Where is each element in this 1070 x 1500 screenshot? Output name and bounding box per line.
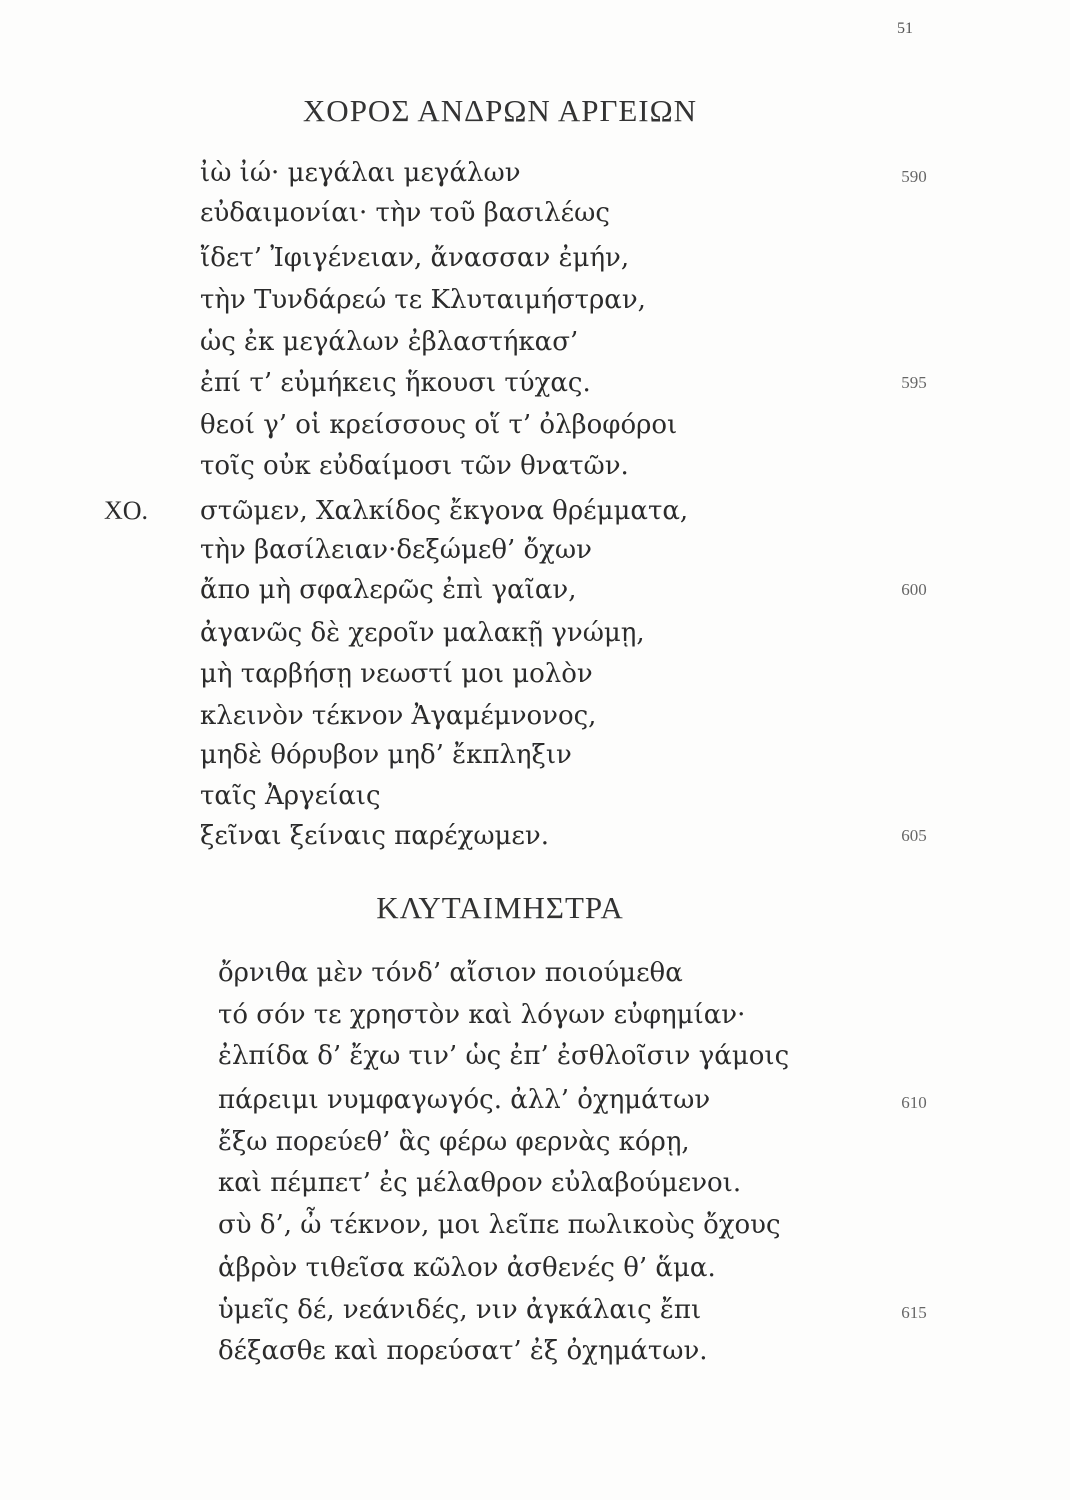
verse-line: ἐλπίδα δ’ ἔχω τιν’ ὡς ἐπ’ ἐσθλοῖσιν γάμοις [218, 1041, 790, 1071]
verse-line: μὴ ταρβήσῃ νεωστί μοι μολὸν [200, 659, 593, 689]
verse-line: ὄρνιθα μὲν τόνδ’ αἴσιον ποιούμεθα [218, 958, 683, 988]
verse-line: τοῖς οὐκ εὐδαίμοσι τῶν θνατῶν. [200, 451, 629, 481]
verse-line: δέξασθε καὶ πορεύσατ’ ἐξ ὀχημάτων. [218, 1336, 708, 1366]
verse-line: ταῖς Ἀργείαις [200, 781, 381, 811]
verse-line: καὶ πέμπετ’ ἐς μέλαθρον εὐλαβούμενοι. [218, 1168, 742, 1198]
line-number: 610 [901, 1093, 927, 1112]
verse-line: τό σόν τε χρηστὸν καὶ λόγων εὐφημίαν· [218, 1000, 746, 1030]
verse-line: τὴν Τυνδάρεώ τε Κλυταιμήστραν, [200, 285, 646, 315]
line-number: 590 [901, 167, 927, 186]
section-heading-chorus: ΧΟΡΟΣ ΑΝΔΡΩΝ ΑΡΓΕΙΩΝ [302, 93, 698, 128]
verse-line: πάρειμι νυμφαγωγός. ἀλλ’ ὀχημάτων [218, 1085, 711, 1115]
verse-line: ἴδετ’ Ἰφιγένειαν, ἄνασσαν ἐμήν, [200, 243, 630, 273]
verse-line: μηδὲ θόρυβον μηδ’ ἔκπληξιν [200, 740, 572, 770]
verse-line: ὑμεῖς δέ, νεάνιδές, νιν ἀγκάλαις ἔπι [218, 1295, 702, 1325]
verse-line: τὴν βασίλειαν·δεξώμεθ’ ὄχων [200, 535, 592, 565]
verse-line: ἁβρὸν τιθεῖσα κῶλον ἀσθενές θ’ ἅμα. [218, 1253, 716, 1283]
section-heading-klytaimestra: ΚΛΥΤΑΙΜΗΣΤΡΑ [376, 890, 624, 925]
verse-line: ἰὼ ἰώ· μεγάλαι μεγάλων [200, 158, 521, 188]
verse-line: ἄπο μὴ σφαλερῶς ἐπὶ γαῖαν, [200, 575, 577, 605]
verse-line: ξεῖναι ξείναις παρέχωμεν. [200, 821, 549, 851]
line-number: 605 [901, 826, 927, 845]
verse-line: εὐδαιμονίαι· τὴν τοῦ βασιλέως [200, 198, 610, 228]
verse-line: σὺ δ’, ὦ τέκνον, μοι λεῖπε πωλικοὺς ὄχους [218, 1210, 781, 1240]
verse-line: ἔξω πορεύεθ’ ἃς φέρω φερνὰς κόρῃ, [218, 1127, 690, 1157]
verse-line: ἐπί τ’ εὐμήκεις ἥκουσι τύχας. [200, 368, 591, 398]
verse-line: στῶμεν, Χαλκίδος ἔκγονα θρέμματα, [200, 496, 689, 526]
page-number: 51 [897, 20, 913, 37]
verse-line: θεοί γ’ οἱ κρείσσους οἵ τ’ ὀλβοφόροι [200, 410, 678, 440]
line-number: 600 [901, 580, 927, 599]
line-number: 615 [901, 1303, 927, 1322]
speaker-label: ΧΟ. [104, 496, 149, 525]
verse-line: κλεινὸν τέκνον Ἀγαμέμνονος, [200, 701, 597, 731]
verse-line: ὡς ἐκ μεγάλων ἐβλαστήκασ’ [200, 327, 579, 357]
verse-line: ἀγανῶς δὲ χεροῖν μαλακῇ γνώμῃ, [200, 618, 645, 648]
line-number: 595 [901, 373, 927, 392]
